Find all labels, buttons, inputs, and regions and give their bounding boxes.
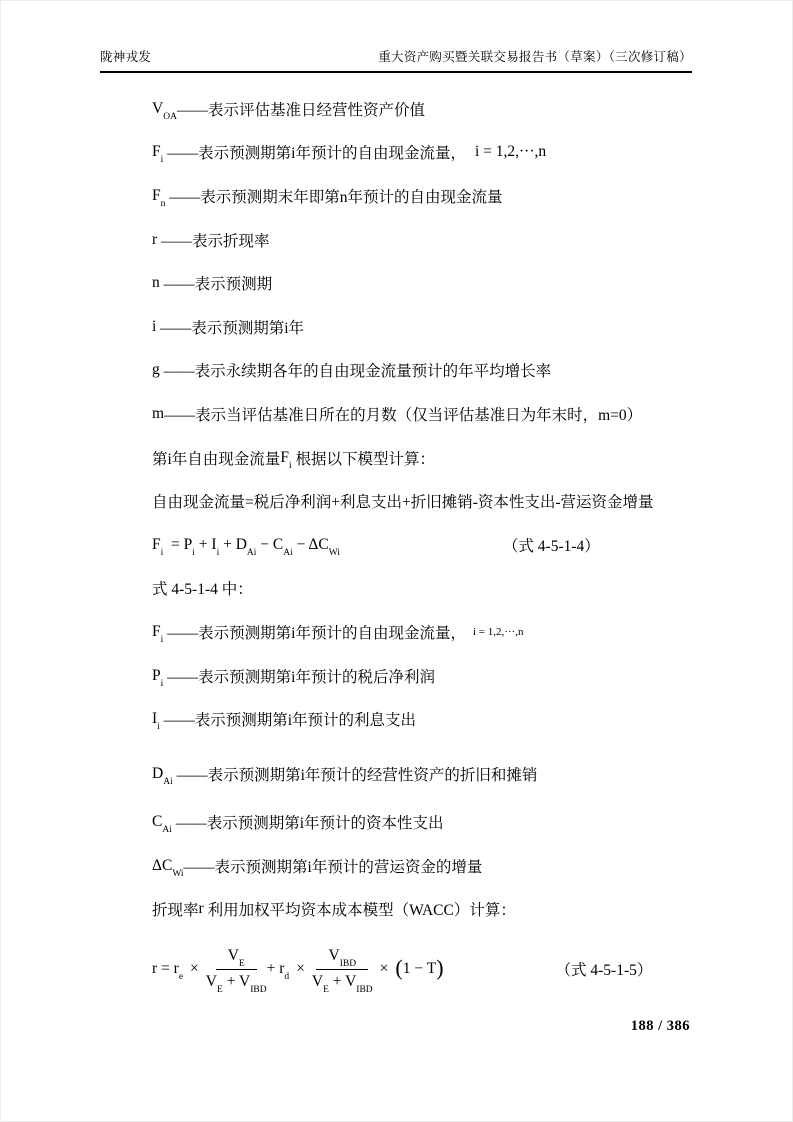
term-symbol: $F_i$ (152, 143, 164, 166)
term-subscript: E (217, 984, 223, 995)
definition-text: ——表示预测期第i年预计的利息支出 (159, 712, 416, 730)
definition-line-cai (152, 801, 654, 845)
definition-text: ——表示预测期第i年预计的经营性资产的折旧和摊销 (172, 766, 538, 784)
definition-text: ——表示当评估基准日所在的月数（仅当评估基准日为年末时，m=0） (164, 406, 643, 424)
body-paragraph-fcf-equation-words (152, 479, 654, 523)
term-subscript: E (238, 958, 245, 969)
definition-text: ——表示评估基准日经营性资产价值 (176, 101, 425, 119)
term-symbol: $D_{Ai}$ (152, 764, 173, 787)
term-symbol: $F_n$ (152, 186, 166, 210)
paragraph-text: 第i年自由现金流量 (152, 450, 281, 468)
term-subscript: Wi (172, 868, 184, 879)
definition-line-ii (152, 697, 654, 741)
formula-term: + $r_d$ (266, 960, 290, 983)
fraction-numerator: $V_E$ (216, 946, 257, 970)
term-symbol: r (152, 230, 158, 248)
paragraph-text: 式 4-5-1-4 中： (152, 581, 253, 599)
definition-text: ——表示折现率 (157, 232, 270, 250)
definition-text: ——表示预测期第i年预计的自由现金流量， (163, 624, 466, 642)
multiplication-sign: × (190, 960, 199, 978)
formula-term: − $\Delta C_{Wi}$ (292, 535, 340, 558)
term-subscript: d (284, 972, 290, 983)
term-subscript: i (160, 547, 164, 558)
body-paragraph-eq-ref (152, 567, 654, 611)
definition-text: ——表示预测期第i年预计的税后净利润 (163, 668, 435, 686)
term-symbol: i (152, 317, 157, 335)
fraction-denominator: $V_E + V_{IBD}$ (311, 972, 373, 995)
body-paragraph-wacc-intro (152, 888, 654, 932)
definition-line-pi (152, 654, 654, 698)
definition-line-r (152, 218, 654, 262)
formula-wacc (152, 937, 654, 1001)
equation-label: （式 4-5-1-4） (502, 537, 600, 555)
term-symbol: r (198, 900, 204, 918)
definition-line-dai (152, 752, 654, 796)
term-symbol: $F_i$ (152, 622, 164, 646)
definition-line-fn (152, 174, 654, 218)
formula-term: = $P_i$ (163, 535, 195, 558)
definition-line-g (152, 349, 654, 393)
page-body (152, 87, 654, 1001)
header-report-title: 重大资产购买暨关联交易报告书（草案）（三次修订稿） (378, 50, 692, 64)
fraction-equity-weight (206, 946, 267, 993)
term-subscript: e (178, 972, 184, 983)
index-range-note: i = 1,2,···,n (472, 625, 524, 638)
term-symbol: $F_i$ (280, 448, 292, 471)
term-subscript: i (160, 678, 164, 689)
header-company-name: 陇神戎发 (100, 50, 152, 64)
term-subscript: IBD (356, 984, 373, 995)
term-symbol: $\Delta C_{Wi}$ (152, 856, 184, 879)
definition-text: ——表示预测期 (159, 276, 273, 294)
term-symbol: $P_i$ (152, 666, 164, 689)
definition-line-n (152, 261, 654, 305)
definition-line-voa (152, 87, 654, 131)
definition-text: ——表示预测期第i年预计的营运资金的增量 (183, 858, 483, 876)
paragraph-text: 利用加权平均资本成本模型（WACC）计算： (203, 902, 516, 920)
term-subscript: Wi (328, 547, 340, 558)
paragraph-text: 自由现金流量=税后净利润+利息支出+折旧摊销-资本性支出-营运资金增量 (152, 494, 654, 512)
open-paren: ( (395, 955, 403, 981)
formula-term: + $D_{Ai}$ (219, 535, 257, 558)
multiplication-sign: × (296, 960, 305, 978)
page-header (100, 47, 692, 73)
term-subscript: Ai (283, 547, 293, 558)
term-symbol: m (152, 404, 165, 422)
term-subscript: i (157, 722, 160, 733)
formula-term: $r = r_e$ (152, 960, 184, 983)
paragraph-text: 根据以下模型计算： (291, 450, 435, 468)
definition-line-dcwi (152, 844, 654, 888)
term-symbol: $C_{Ai}$ (152, 813, 172, 836)
formula-term: $F_i$ (152, 535, 164, 558)
paragraph-text: 折现率 (152, 902, 199, 920)
term-subscript: i (160, 155, 164, 166)
fraction-denominator: $V_E + V_{IBD}$ (205, 972, 267, 995)
term-symbol: $I_i$ (152, 710, 160, 733)
term-symbol: n (152, 274, 160, 292)
term-subscript: i (160, 635, 164, 646)
formula-term: − $C_{Ai}$ (256, 535, 293, 558)
fraction-numerator: $V_{IBD}$ (316, 946, 368, 970)
formula-free-cash-flow (152, 523, 654, 567)
definition-line-fi (152, 131, 654, 175)
multiplication-sign: × (379, 960, 389, 978)
definition-line-i (152, 305, 654, 349)
equation-label: （式 4-5-1-5） (555, 962, 653, 980)
term-symbol: g (152, 361, 160, 379)
term-subscript: i (192, 547, 195, 558)
term-subscript: IBD (250, 984, 267, 995)
index-range-note: i = 1,2,···,n (474, 143, 547, 161)
body-paragraph-model-intro (152, 436, 654, 480)
definition-line-fi2 (152, 610, 654, 654)
definition-text: ——表示预测期第i年预计的自由现金流量， (163, 145, 466, 163)
term-subscript: OA (163, 111, 177, 122)
definition-text: ——表示预测期第i年预计的资本性支出 (171, 815, 444, 833)
term-subscript: Ai (163, 776, 173, 787)
term-subscript: i (216, 547, 220, 558)
definition-text: ——表示预测期末年即第n年预计的自由现金流量 (165, 188, 503, 206)
definition-line-m (152, 392, 654, 436)
formula-term: + $I_i$ (194, 535, 220, 558)
term-subscript: Ai (162, 825, 172, 836)
tax-shield-term: 1 − T (402, 960, 437, 978)
term-symbol: $V_{OA}$ (152, 99, 177, 122)
close-paren: ) (436, 955, 444, 981)
page-number: 188 / 386 (630, 1018, 690, 1034)
term-subscript: Ai (246, 547, 257, 558)
term-subscript: E (323, 984, 329, 995)
term-subscript: i (288, 460, 292, 471)
definition-text: ——表示永续期各年的自由现金流量预计的年平均增长率 (159, 363, 552, 381)
fraction-debt-weight (312, 946, 373, 993)
term-subscript: n (160, 199, 166, 210)
definition-text: ——表示预测期第i年 (156, 319, 304, 337)
term-subscript: IBD (339, 958, 357, 969)
